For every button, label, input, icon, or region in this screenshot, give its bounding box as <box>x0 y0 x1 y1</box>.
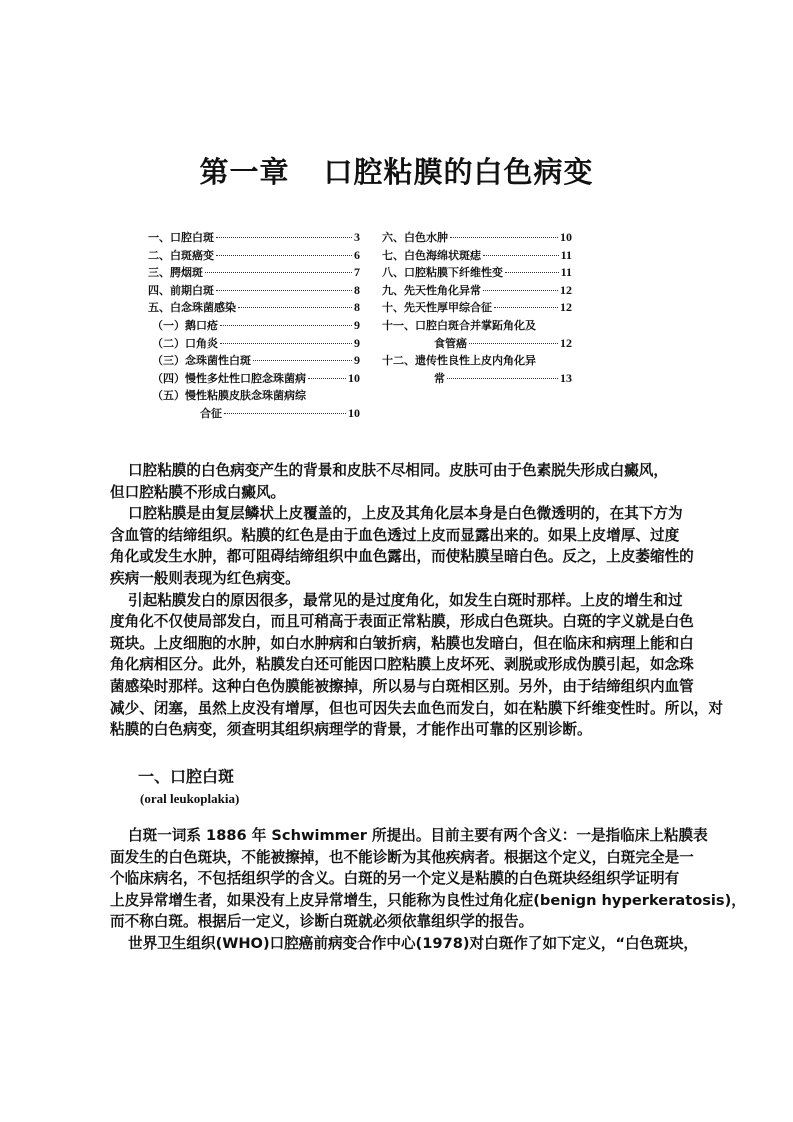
toc-entry-label: 常 <box>434 371 445 385</box>
intro-text <box>110 460 723 741</box>
section-heading: 一、口腔白斑 <box>138 767 235 786</box>
toc-entry-label: （二）口角炎 <box>152 336 218 350</box>
toc-entry-label: 十一、口腔白斑合并掌跖角化及 <box>382 318 536 332</box>
text-line: 引起粘膜发白的原因很多，最常见的是过度角化，如发生白斑时那样。上皮的增生和过 <box>128 591 683 609</box>
toc-entry-label: 十、先天性厚甲综合征 <box>382 301 492 315</box>
toc-entry <box>148 405 360 423</box>
toc-leader-dots <box>505 272 559 273</box>
toc-leader-dots <box>494 307 558 308</box>
toc-leader-dots <box>450 237 558 238</box>
toc-leader-dots <box>238 307 352 308</box>
text-line: 角化病相区分。此外，粘膜发白还可能因口腔粘膜上皮坏死、剥脱或形成伪膜引起，如念珠 <box>110 656 694 674</box>
toc-entry <box>148 352 360 370</box>
text-line: 世界卫生组织(WHO)口腔癌前病变合作中心(1978)对白斑作了如下定义，“白色斑块， <box>128 934 699 952</box>
text-line: 角化或发生水肿，都可阻碍结缔组织中血色露出，而使粘膜呈暗白色。反之，上皮萎缩性的 <box>110 548 694 566</box>
toc-entry <box>382 335 572 353</box>
toc-entry-label: （一）鹅口疮 <box>152 318 218 332</box>
section-text <box>110 825 746 955</box>
text-line: 白斑一词系 1886 年 Schwimmer 所提出。目前主要有两个含义：一是指临床上粘膜表 <box>128 827 708 844</box>
toc-entry-label: 一、口腔白斑 <box>148 231 214 244</box>
toc-leader-dots <box>483 290 558 291</box>
toc-entry <box>382 370 572 388</box>
toc-leader-dots <box>224 413 346 414</box>
toc-entry-page: 12 <box>560 300 572 315</box>
toc-entry <box>148 264 360 282</box>
toc-entry-page: 10 <box>348 405 360 420</box>
toc-leader-dots <box>483 255 559 256</box>
toc-leader-dots <box>469 343 558 344</box>
toc-entry-page: 11 <box>560 265 572 280</box>
chapter-title <box>0 150 793 191</box>
toc-entry-page: 9 <box>354 335 360 350</box>
toc-entry <box>382 282 572 300</box>
toc-leader-dots <box>220 325 352 326</box>
toc-entry <box>148 387 360 405</box>
text-line: 含血管的结缔组织。粘膜的红色是由于血色透过上皮而显露出来的。如果上皮增厚、过度 <box>110 526 680 544</box>
toc-entry-label: 二、白斑癌变 <box>148 248 214 262</box>
toc-entry-label: （五）慢性粘膜皮肤念珠菌病综 <box>152 389 306 403</box>
text-line: 口腔粘膜是由复层鳞状上皮覆盖的，上皮及其角化层本身是白色微透明的，在其下方为 <box>128 505 683 523</box>
toc-entry <box>148 335 360 353</box>
toc-entry-label: 七、白色海绵状斑痣 <box>382 248 481 262</box>
toc-entry-page: 3 <box>354 230 360 244</box>
text-line: 斑块。上皮细胞的水肿，如白水肿病和白皱折病，粘膜也发暗白，但在临床和病理上能和白 <box>110 634 694 652</box>
text-line: 但口腔粘膜不形成白癜风。 <box>110 483 286 501</box>
toc-entry-page: 7 <box>354 265 360 280</box>
toc-entry-label: 食管癌 <box>434 336 467 350</box>
text-line: 菌感染时那样。这种白色伪膜能被擦掉，所以易与白斑相区别。另外，由于结缔组织内血管 <box>110 677 694 695</box>
toc-entry-page: 6 <box>354 247 360 262</box>
toc-entry-page: 12 <box>560 282 572 297</box>
toc-entry <box>382 299 572 317</box>
toc-leader-dots <box>216 237 352 238</box>
text-line: 上皮异常增生者，如果没有上皮异常增生，只能称为良性过角化症(benign hyperkeratosis)， <box>110 891 746 909</box>
toc-leader-dots <box>216 290 352 291</box>
text-line: 面发生的白色斑块，不能被擦掉，也不能诊断为其他疾病者。根据这个定义，白斑完全是一 <box>110 848 694 866</box>
toc-entry-page: 12 <box>560 335 572 350</box>
toc-entry <box>382 317 572 335</box>
toc-entry <box>148 370 360 388</box>
toc-leader-dots <box>253 360 352 361</box>
toc-entry-label: （三）念珠菌性白斑 <box>152 354 251 368</box>
toc-entry <box>148 317 360 335</box>
toc-entry-page: 13 <box>560 370 572 385</box>
toc-entry <box>148 229 360 247</box>
chapter-number: 第一章 <box>199 155 290 189</box>
text-line: 疾病一般则表现为红色病变。 <box>110 569 300 587</box>
toc-entry-label: 四、前期白斑 <box>148 283 214 297</box>
toc-entry <box>148 247 360 265</box>
toc-entry <box>148 282 360 300</box>
text-line: 减少、闭塞，虽然上皮没有增厚，但也可因失去血色而发白，如在粘膜下纤维变性时。所以，对 <box>110 699 723 717</box>
toc-leader-dots <box>205 272 352 273</box>
toc-entry <box>382 352 572 370</box>
toc-entry-label: 十二、遗传性良性上皮内角化异 <box>382 354 536 368</box>
text-line: 口腔粘膜的白色病变产生的背景和皮肤不尽相同。皮肤可由于色素脱失形成白癜风， <box>128 462 668 479</box>
toc-entry-label: 八、口腔粘膜下纤维性变 <box>382 266 503 280</box>
section-heading-english: (oral leukoplakia) <box>140 791 240 806</box>
toc-entry <box>382 247 572 265</box>
toc-leader-dots <box>220 343 352 344</box>
toc-leader-dots <box>216 255 352 256</box>
toc-entry-page: 9 <box>354 353 360 368</box>
toc-entry-label: 九、先天性角化异常 <box>382 283 481 297</box>
toc-leader-dots <box>447 378 558 379</box>
toc-entry-label: 合征 <box>200 406 222 420</box>
toc-entry-label: 六、白色水肿 <box>382 231 448 244</box>
toc-leader-dots <box>308 378 346 379</box>
toc-entry-label: 五、白念珠菌感染 <box>148 301 236 315</box>
toc-entry-page: 11 <box>560 247 572 262</box>
table-of-contents-left <box>148 229 360 423</box>
toc-entry-label: 三、腭烟斑 <box>148 266 203 280</box>
chapter-name: 口腔粘膜的白色病变 <box>323 155 594 189</box>
toc-entry-page: 8 <box>354 300 360 315</box>
toc-entry <box>382 229 572 247</box>
toc-entry <box>382 264 572 282</box>
toc-entry <box>148 299 360 317</box>
text-line: 而不称白斑。根据后一定义，诊断白斑就必须依靠组织学的报告。 <box>110 913 534 931</box>
text-line: 个临床病名，不包括组织学的含义。白斑的另一个定义是粘膜的白色斑块经组织学证明有 <box>110 870 680 888</box>
table-of-contents-right <box>382 229 572 387</box>
text-line: 粘膜的白色病变，须查明其组织病理学的背景，才能作出可靠的区别诊断。 <box>110 721 592 739</box>
toc-entry-page: 10 <box>560 230 572 244</box>
toc-entry-label: （四）慢性多灶性口腔念珠菌病 <box>152 371 306 385</box>
toc-entry-page: 9 <box>354 317 360 332</box>
toc-entry-page: 10 <box>348 370 360 385</box>
text-line: 度角化不仅使局部发白，而且可稍高于表面正常粘膜，形成白色斑块。白斑的字义就是白色 <box>110 613 694 631</box>
toc-entry-page: 8 <box>354 282 360 297</box>
